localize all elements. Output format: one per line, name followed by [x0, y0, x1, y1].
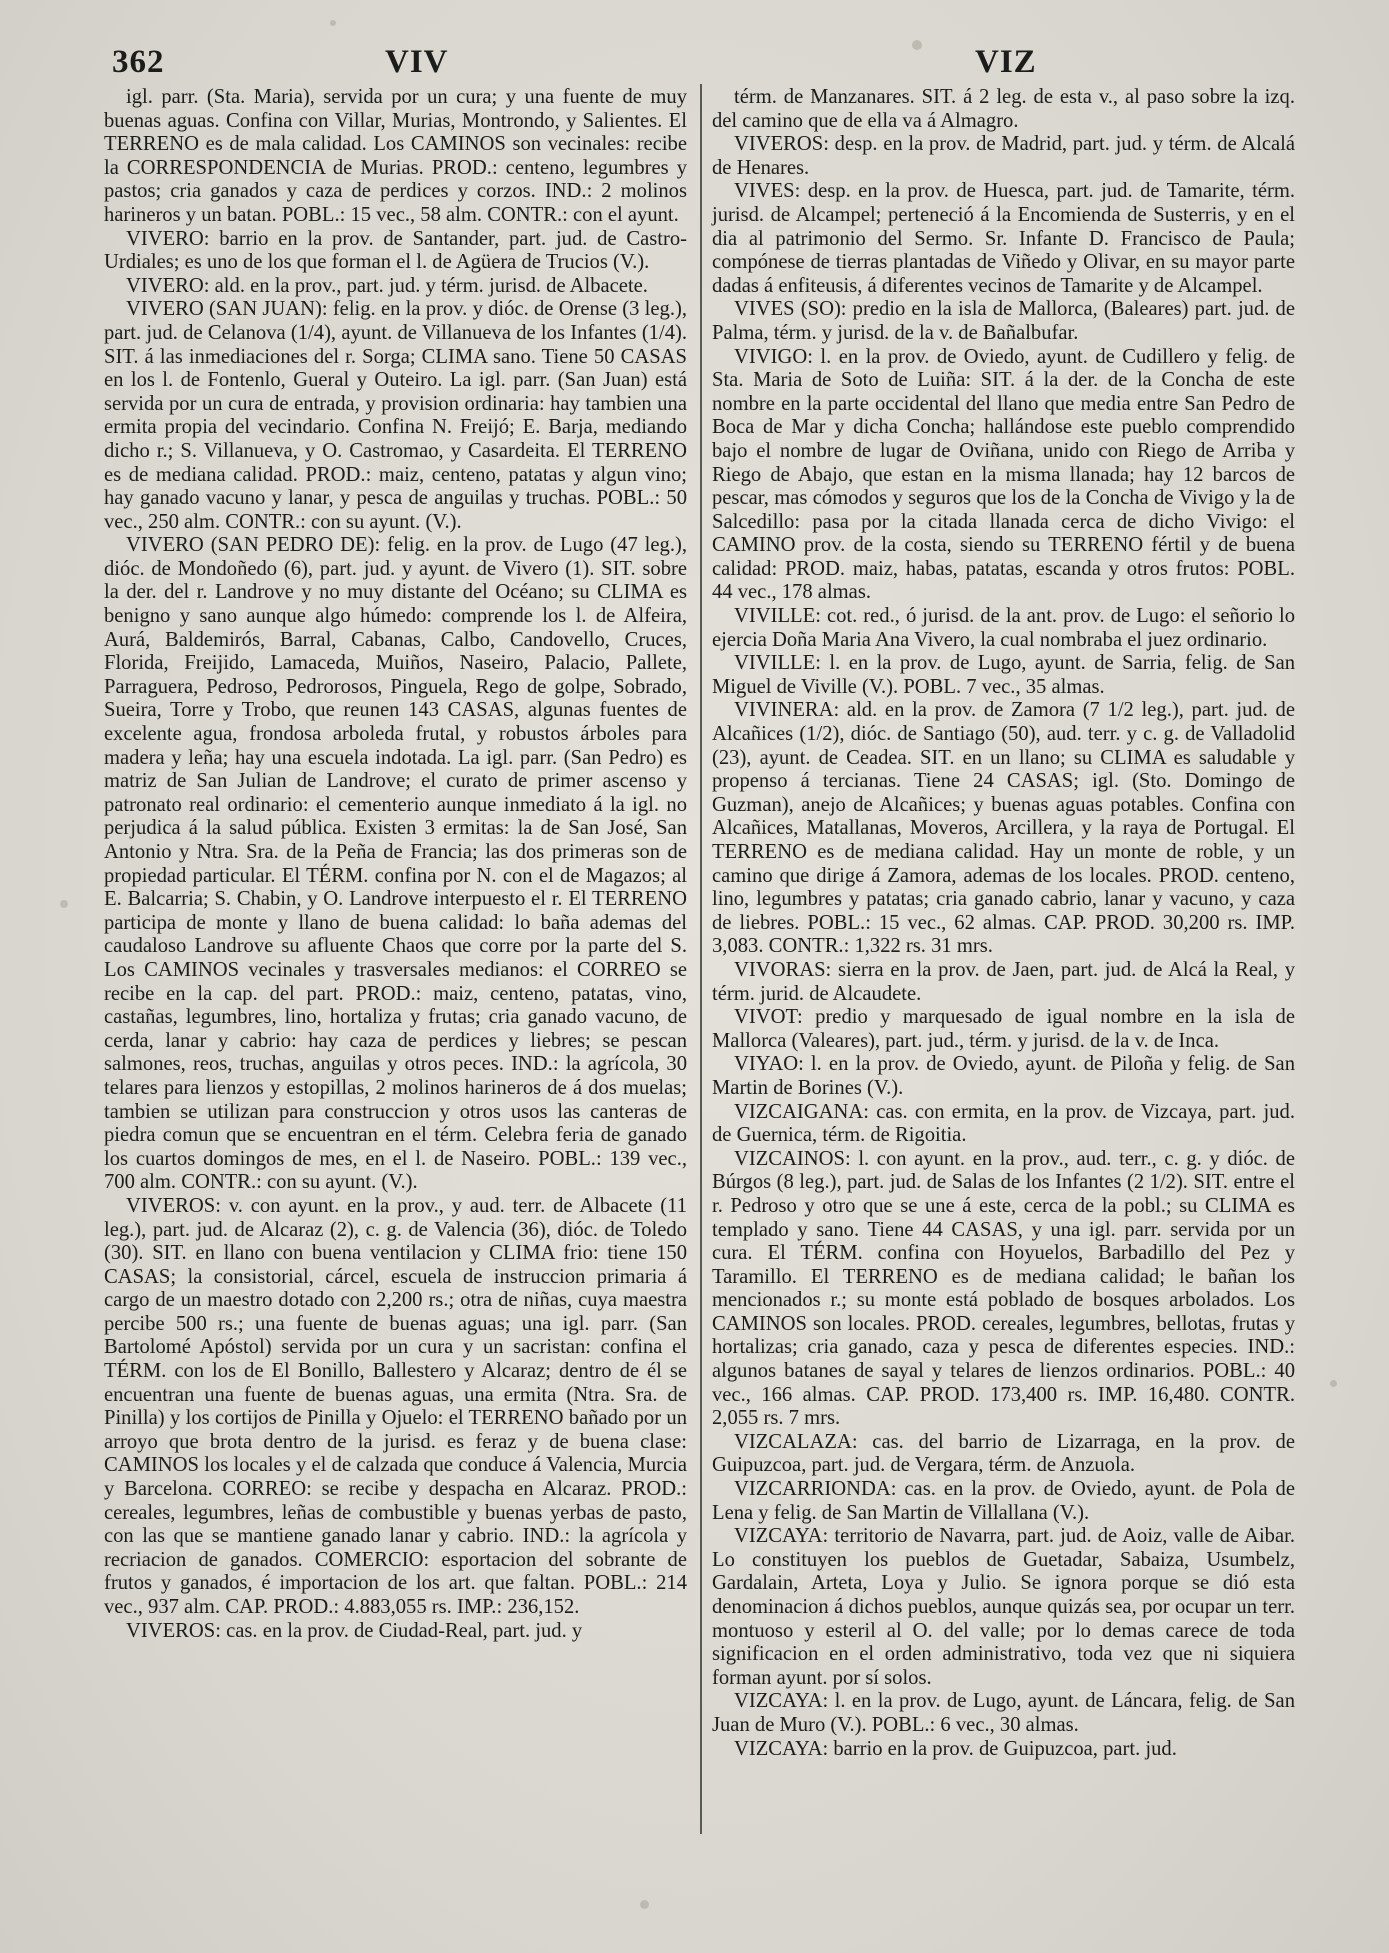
- entry: VIZCAIGANA: cas. con ermita, en la prov. de Vizcaya, part. jud. de Guernica, térm. de Rigoitia.: [712, 1100, 1295, 1147]
- paper-speck: [640, 1900, 649, 1909]
- entry: VIVERO: ald. en la prov., part. jud. y térm. jurisd. de Albacete.: [126, 274, 648, 297]
- entry: igl. parr. (Sta. Maria), servida por un cura; y una fuente de muy buenas aguas. Confina con Villar, Murias, Montrondo, y Salientes. El TERRENO es de mala calidad. Los CAMINOS son vecinales: recibe la CORRESPONDENCIA de Murias. PROD.: centeno, legumbres y pastos; cria ganados y caza de perdices y corzos. IND.: 2 molinos harineros y un batan. POBL.: 15 vec., 58 alm. CONTR.: con el ayunt.: [104, 86, 687, 226]
- entry: VIVERO: barrio en la prov. de Santander, part. jud. de Castro-Urdiales; es uno de los que forman el l. de Agüera de Trucios (V.).: [104, 227, 687, 274]
- left-running-head: VIV: [385, 44, 449, 80]
- left-column: [104, 86, 687, 1643]
- entry: VIVES: desp. en la prov. de Huesca, part. jud. de Tamarite, térm. jurisd. de Alcampel; perteneció á la Encomienda de Susterris, y en el dia al patrimonio del Sermo. Sr. Infante D. Francisco de Paula; compónese de tierras plantadas de Viñedo y Olivar, en su mayor parte dadas á enfiteusis, á diferentes vecinos de Tamarite y de Alcampel.: [712, 180, 1295, 297]
- paper-speck: [60, 900, 68, 908]
- entry: VIVILLE: l. en la prov. de Lugo, ayunt. de Sarria, felig. de San Miguel de Viville (V.). POBL. 7 vec., 35 almas.: [712, 652, 1295, 698]
- page-number: 362: [112, 44, 165, 80]
- paper-speck: [912, 40, 922, 50]
- entry: VIVORAS: sierra en la prov. de Jaen, part. jud. de Alcá la Real, y térm. jurid. de Alcaudete.: [712, 958, 1295, 1005]
- paper-speck: [330, 20, 336, 26]
- entry: VIVERO (SAN PEDRO DE): felig. en la prov. de Lugo (47 leg.), dióc. de Mondoñedo (6), part. jud. y ayunt. de Vivero (1). SIT. sobre la der. del r. Landrove y no muy distante del Océano; su CLIMA es benigno y sano aunque algo húmedo: comprende los l. de Alfeira, Aurá, Baldemirós, Barral, Cabanas, Calbo, Candovello, Cruces, Florida, Freijido, Lamaceda, Muiños, Naseiro, Palacio, Pallete, Parraguera, Pedroso, Pedrorosos, Pinguela, Rego de golpe, Sobrado, Sueira, Torre y Trobo, que reunen 143 CASAS, algunas fuentes de excelente agua, frondosa arboleda frutal, y robustos árboles para madera y leña; hay una escuela indotada. La igl. parr. (San Pedro) es matriz de San Julian de Landrove; el curato de primer ascenso y patronato real ordinario: el cementerio aunque inmediato á la igl. no perjudica á la salud pública. Existen 3 ermitas: la de San José, San Antonio y Ntra. Sra. de la Peña de Francia; las dos primeras son de propiedad particular. El TÉRM. confina por N. con el de Magazos; al E. Balcarria; S. Chabin, y O. Landrove interpuesto el r. El TERRENO participa de monte y llano de buena calidad: lo baña ademas del caudaloso Landrove su afluente Chaos que corre por la parte del S. Los CAMINOS vecinales y trasversales medianos: el CORREO se recibe en la cap. del part. PROD.: maiz, centeno, patatas, vino, castañas, legumbres, lino, hortaliza y frutas; cria ganado vacuno, de cerda, lanar y cabrio: hay caza de perdices y liebres; se pescan salmones, reos, truchas, anguilas y otros peces. IND.: la agrícola, 30 telares para lienzos y estopillas, 2 molinos harineros de á dos muelas; tambien se utilizan para construccion y otros usos las canteras de piedra comun que se encuentran en el térm. Celebra feria de ganado los cuartos domingos de mes, en el l. de Naseiro. POBL.: 139 vec., 700 alm. CONTR.: con su ayunt. (V.).: [104, 534, 687, 1194]
- column-divider: [700, 84, 702, 1834]
- entry: VIVEROS: v. con ayunt. en la prov., y aud. terr. de Albacete (11 leg.), part. jud. de Alcaraz (2), c. g. de Valencia (36), dióc. de Toledo (30). SIT. en llano con buena ventilacion y CLIMA frio: tiene 150 CASAS; la consistorial, cárcel, escuela de instruccion primaria á cargo de un maestro dotado con 2,200 rs.; otra de niñas, cuya maestra percibe 500 rs.; una fuente de buenas aguas; una igl. parr. (San Bartolomé Apóstol) servida por un cura y un sacristan: confina el TÉRM. con los de El Bonillo, Ballestero y Alcaraz; dentro de él se encuentran una fuente de buenas aguas, una ermita (Ntra. Sra. de Pinilla) y los cortijos de Pinilla y Ojuelo: el TERRENO bañado por un arroyo que brota dentro de la jurisd. es feraz y de buena clase: CAMINOS los locales y el de calzada que conduce á Valencia, Murcia y Barcelona. CORREO: se recibe y despacha en Alcaraz. PROD.: cereales, legumbres, leñas de combustible y buenas yerbas de pasto, con las que se mantiene ganado lanar y cabrio. IND.: la agrícola y recriacion de ganados. COMERCIO: esportacion del sobrante de frutos y ganados, é importacion de los art. que faltan. POBL.: 214 vec., 937 alm. CAP. PROD.: 4.883,055 rs. IMP.: 236,152.: [104, 1194, 687, 1618]
- entry: VIYAO: l. en la prov. de Oviedo, ayunt. de Piloña y felig. de San Martin de Borines (V.).: [712, 1053, 1295, 1099]
- entry: VIZCAYA: barrio en la prov. de Guipuzcoa, part. jud.: [734, 1737, 1177, 1760]
- entry: VIVES (SO): predio en la isla de Mallorca, (Baleares) part. jud. de Palma, térm. y jurisd. de la v. de Bañalbufar.: [712, 298, 1295, 344]
- entry: VIZCAYA: territorio de Navarra, part. jud. de Aoiz, valle de Aibar. Lo constituyen los pueblos de Guetadar, Sabaiza, Usumbelz, Gardalain, Arteta, Loya y Julio. Se ignora porque se dió esta denominacion á dichos pueblos, aunque quizás sea, por ocupar un terr. montuoso y esteril al O. del valle; por lo demas carece de toda significacion en el orden administrativo, toda vez que ni siquiera forman ayunt. por sí solos.: [712, 1525, 1295, 1689]
- entry: VIVERO (SAN JUAN): felig. en la prov. y dióc. de Orense (3 leg.), part. jud. de Celanova (1/4), ayunt. de Villanueva de los Infantes (1/4). SIT. á las inmediaciones del r. Sorga; CLIMA sano. Tiene 50 CASAS en los l. de Fontenlo, Gueral y Outeiro. La igl. parr. (San Juan) está servida por un cura de entrada, y provision ordinaria: hay tambien una ermita propia del vecindario. Confina N. Freijó; E. Barja, mediando dicho r.; S. Villanueva, y O. Castromao, y Casardeita. El TERRENO es de mediana calidad. PROD.: maiz, centeno, patatas y algun vino; hay ganado vacuno y lanar, y pesca de anguilas y truchas. POBL.: 50 vec., 250 alm. CONTR.: con su ayunt. (V.).: [104, 298, 687, 533]
- entry: VIVILLE: cot. red., ó jurisd. de la ant. prov. de Lugo: el señorio lo ejercia Doña Maria Ana Vivero, la cual nombraba el juez ordinario.: [712, 605, 1295, 651]
- entry: VIZCARRIONDA: cas. en la prov. de Oviedo, ayunt. de Pola de Lena y felig. de San Martin de Villallana (V.).: [712, 1478, 1295, 1524]
- right-column: [712, 86, 1295, 1761]
- entry: VIVOT: predio y marquesado de igual nombre en la isla de Mallorca (Valeares), part. jud., térm. y jurisd. de la v. de Inca.: [712, 1006, 1295, 1052]
- entry: VIZCALAZA: cas. del barrio de Lizarraga, en la prov. de Guipuzcoa, part. jud. de Vergara, térm. de Anzuola.: [712, 1430, 1295, 1477]
- entry: VIZCAINOS: l. con ayunt. en la prov., aud. terr., c. g. y dióc. de Búrgos (8 leg.), part. jud. de Salas de los Infantes (2 1/2). SIT. entre el r. Pedroso y otro que se une á este, cerca de la pobl.; su CLIMA es templado y sano. Tiene 44 CASAS, y una igl. parr. servida por un cura. El TÉRM. confina con Hoyuelos, Barbadillo del Pez y Taramillo. El TERRENO es de mediana calidad; le bañan los mencionados r.; su monte está poblado de bosques arbolados. Los CAMINOS son locales. PROD. cereales, legumbres, bellotas, frutas y hortalizas; cria ganado, caza y pesca de diferentes especies. IND.: algunos batanes de sayal y telares de lienzos ordinarios. POBL.: 40 vec., 166 almas. CAP. PROD. 173,400 rs. IMP. 16,480. CONTR. 2,055 rs. 7 mrs.: [712, 1147, 1295, 1430]
- entry: VIVIGO: l. en la prov. de Oviedo, ayunt. de Cudillero y felig. de Sta. Maria de Soto de Luiña: SIT. á la der. de la Concha de este nombre en la parte occidental del llano que media entre San Pedro de Boca de Mar y dicha Concha; hallándose este pueblo comprendido bajo el nombre de lugar de Oviñana, unido con Riego de Arriba y Riego de Abajo, que estan en la misma llanada; hay 12 barcos de pescar, mas cómodos y seguros que los de la Concha de Vivigo y la de Salcedillo: pasa por la citada llanada cerca de dicho Vivigo: el CAMINO prov. de la costa, siendo su TERRENO fértil y de buena calidad: PROD. maiz, habas, patatas, escanda y otros frutos: POBL. 44 vec., 178 almas.: [712, 345, 1295, 604]
- right-running-head: VIZ: [975, 44, 1037, 80]
- paper-speck: [1330, 1380, 1337, 1387]
- entry: VIVEROS: cas. en la prov. de Ciudad-Real, part. jud. y: [126, 1619, 583, 1642]
- entry: VIVINERA: ald. en la prov. de Zamora (7 1/2 leg.), part. jud. de Alcañices (1/2), dióc. de Santiago (50), aud. terr. y c. g. de Valladolid (23), ayunt. de Ceadea. SIT. en un llano; su CLIMA es saludable y propenso á tercianas. Tiene 24 CASAS; igl. (Sto. Domingo de Guzman), anejo de Alcañices; y buenas aguas potables. Confina con Alcañices, Matallanas, Moveros, Arcillera, y la raya de Portugal. El TERRENO es de mediana calidad. Hay un monte de roble, y un camino que dirige á Zamora, ademas de los locales. PROD. centeno, lino, legumbres y patatas; cria ganado cabrio, lanar y vacuno, y caza de liebres. POBL.: 15 vec., 62 almas. CAP. PROD. 30,200 rs. IMP. 3,083. CONTR.: 1,322 rs. 31 mrs.: [712, 699, 1295, 958]
- entry: térm. de Manzanares. SIT. á 2 leg. de esta v., al paso sobre la izq. del camino que de ella va á Almagro.: [712, 86, 1295, 132]
- entry: VIVEROS: desp. en la prov. de Madrid, part. jud. y térm. de Alcalá de Henares.: [712, 133, 1295, 179]
- entry: VIZCAYA: l. en la prov. de Lugo, ayunt. de Láncara, felig. de San Juan de Muro (V.). POBL.: 6 vec., 30 almas.: [712, 1690, 1295, 1736]
